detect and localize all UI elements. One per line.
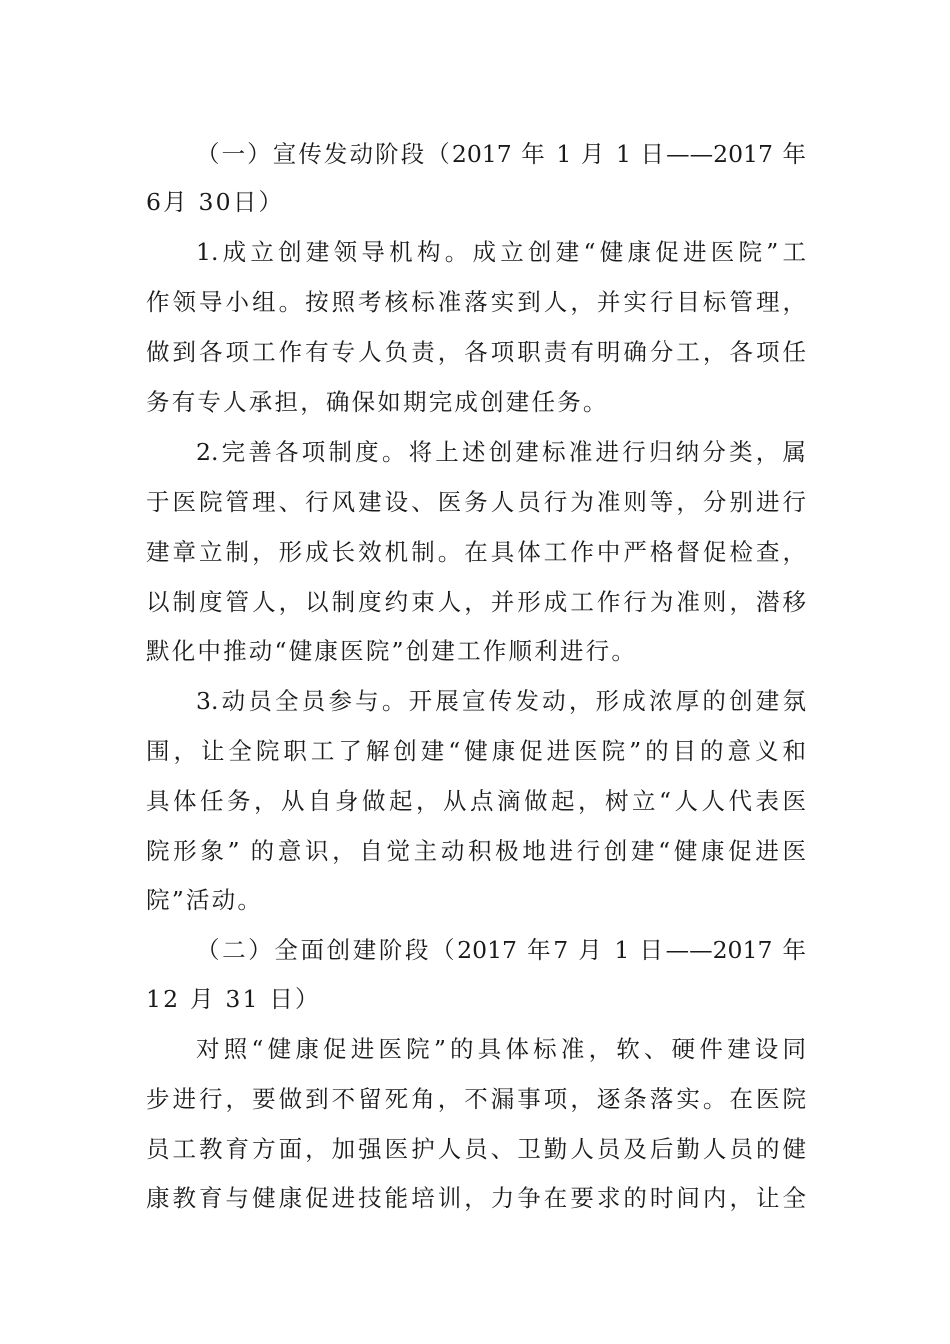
paragraph-line: 院”活动。 [146, 886, 264, 914]
paragraph-line: 建章立制，形成长效机制。在具体工作中严格督促检查， [146, 538, 806, 566]
section-heading-1-cont: 6月 30日） [146, 188, 285, 216]
paragraph-line: 作领导小组。按照考核标准落实到人，并实行目标管理， [146, 288, 806, 316]
paragraph-line: 具体任务，从自身做起，从点滴做起，树立“人人代表医 [146, 787, 806, 815]
paragraph-line: 1.成立创建领导机构。成立创建“健康促进医院”工 [196, 238, 806, 266]
section-heading-2: （二）全面创建阶段（2017 年7 月 1 日——2017 年 [196, 936, 806, 964]
paragraph-line: 围，让全院职工了解创建“健康促进医院”的目的意义和 [146, 737, 806, 765]
paragraph-line: 员工教育方面，加强医护人员、卫勤人员及后勤人员的健 [146, 1135, 806, 1163]
paragraph-line: 康教育与健康促进技能培训，力争在要求的时间内，让全 [146, 1184, 806, 1212]
paragraph-line: 2.完善各项制度。将上述创建标准进行归纳分类，属 [196, 438, 806, 466]
paragraph-line: 做到各项工作有专人负责，各项职责有明确分工，各项任 [146, 338, 806, 366]
paragraph-line: 步进行，要做到不留死角，不漏事项，逐条落实。在医院 [146, 1085, 806, 1113]
paragraph-line: 于医院管理、行风建设、医务人员行为准则等，分别进行 [146, 488, 806, 516]
paragraph-line: 务有专人承担，确保如期完成创建任务。 [146, 388, 609, 416]
paragraph-line: 以制度管人，以制度约束人，并形成工作行为准则，潜移 [146, 588, 806, 616]
section-heading-1: （一）宣传发动阶段（2017 年 1 月 1 日——2017 年 [196, 140, 806, 168]
paragraph-line: 对照“健康促进医院”的具体标准，软、硬件建设同 [196, 1035, 806, 1063]
paragraph-line: 3.动员全员参与。开展宣传发动，形成浓厚的创建氛 [196, 687, 806, 715]
section-heading-2-cont: 12 月 31 日） [146, 985, 321, 1013]
paragraph-line: 默化中推动“健康医院”创建工作顺利进行。 [146, 637, 638, 665]
paragraph-line: 院形象” 的意识，自觉主动积极地进行创建“健康促进医 [146, 837, 806, 865]
